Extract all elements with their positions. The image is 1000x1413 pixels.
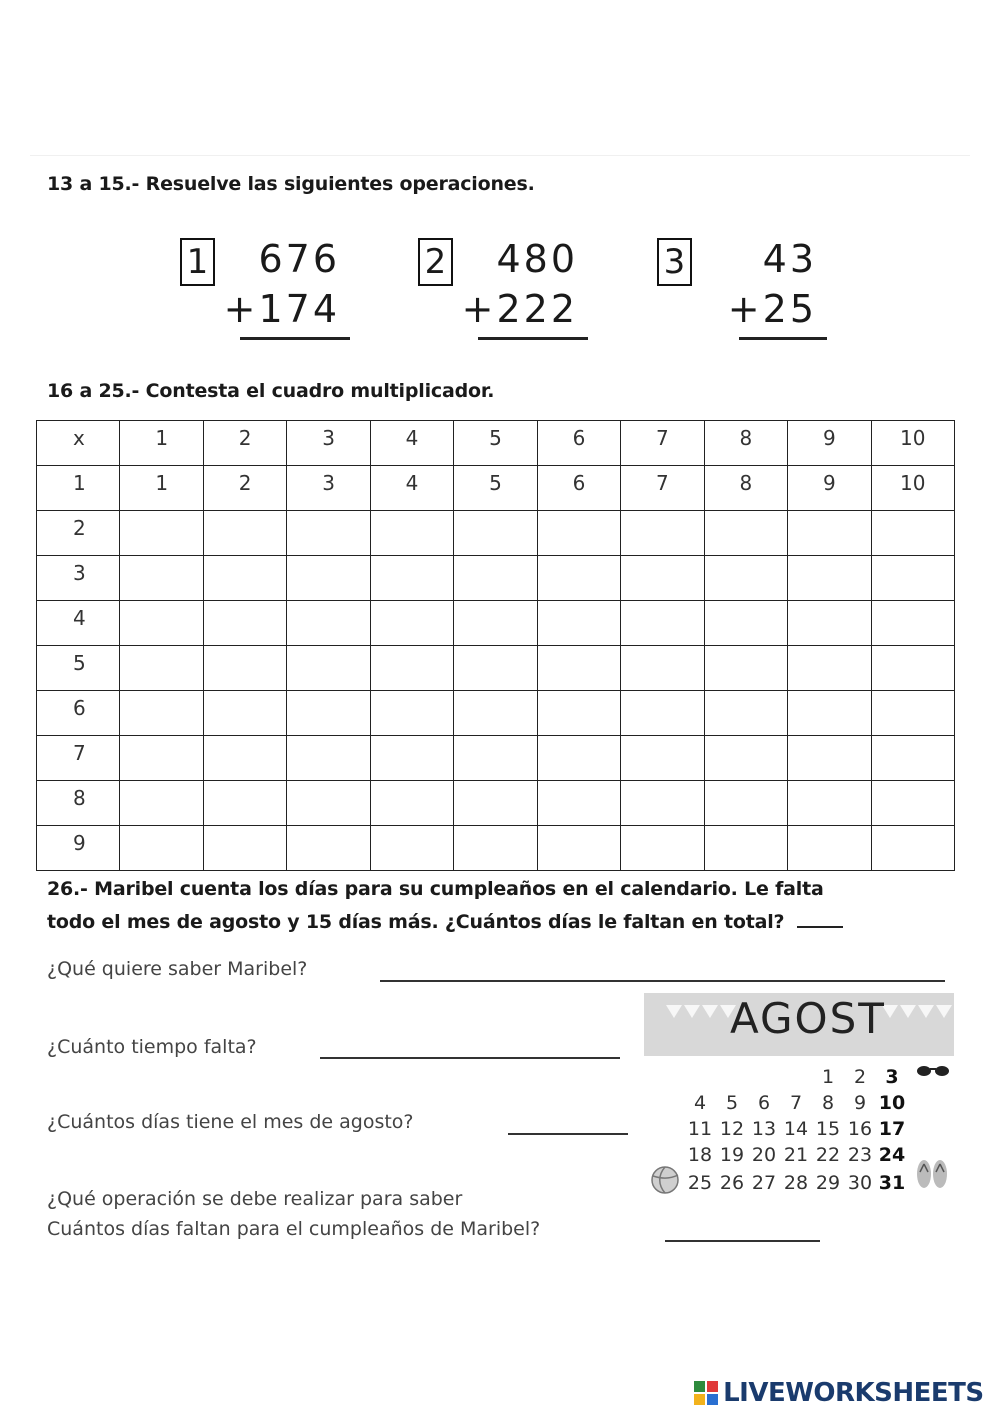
beach-ball-icon — [650, 1165, 680, 1195]
row-label-cell: 4 — [37, 601, 120, 646]
problem-line-1: 26.- Maribel cuenta los días para su cumpleaños en el calendario. Le falta — [47, 878, 824, 900]
table-cell[interactable] — [621, 691, 704, 736]
calendar-day: 10 — [878, 1092, 906, 1114]
table-cell[interactable] — [120, 691, 203, 736]
row-label-cell: x — [37, 421, 120, 466]
problem-line-2 — [47, 906, 937, 939]
calendar-day: 30 — [847, 1172, 873, 1194]
table-cell: 4 — [370, 421, 453, 466]
answer-line-operation[interactable] — [665, 1240, 820, 1242]
table-cell[interactable] — [120, 511, 203, 556]
table-cell[interactable] — [621, 556, 704, 601]
answer-line-time-left[interactable] — [320, 1057, 620, 1059]
table-cell[interactable] — [704, 781, 787, 826]
table-cell[interactable] — [454, 556, 537, 601]
table-cell: 6 — [537, 421, 620, 466]
table-cell[interactable] — [287, 511, 370, 556]
table-cell[interactable] — [287, 691, 370, 736]
row-label-cell: 2 — [37, 511, 120, 556]
table-row — [37, 736, 955, 781]
table-cell: 5 — [454, 421, 537, 466]
row-label-cell: 6 — [37, 691, 120, 736]
table-row — [37, 511, 955, 556]
question-operation-line1: ¿Qué operación se debe realizar para saber — [47, 1188, 463, 1210]
pennant-flag — [702, 1005, 718, 1018]
operation-2 — [418, 233, 588, 343]
table-cell[interactable] — [621, 646, 704, 691]
total-answer-blank[interactable] — [797, 910, 843, 928]
calendar-day: 21 — [783, 1144, 809, 1166]
operation-bar — [240, 337, 350, 340]
section1-heading: 13 a 15.- Resuelve las siguientes operaciones. — [47, 173, 535, 195]
table-cell[interactable] — [454, 646, 537, 691]
table-cell[interactable] — [788, 826, 871, 871]
table-cell[interactable] — [287, 601, 370, 646]
table-cell[interactable] — [871, 646, 954, 691]
table-cell[interactable] — [704, 826, 787, 871]
table-cell[interactable] — [120, 601, 203, 646]
calendar-day: 18 — [687, 1144, 713, 1166]
pennant-flag — [900, 1005, 916, 1018]
table-cell[interactable] — [370, 511, 453, 556]
table-cell: 3 — [287, 421, 370, 466]
calendar-day: 17 — [878, 1118, 906, 1140]
table-cell[interactable] — [370, 601, 453, 646]
table-cell[interactable] — [287, 826, 370, 871]
table-cell[interactable] — [370, 646, 453, 691]
table-cell[interactable] — [704, 556, 787, 601]
table-cell[interactable] — [704, 736, 787, 781]
question-operation-line2: Cuántos días faltan para el cumpleaños de Maribel? — [47, 1218, 541, 1240]
table-cell[interactable] — [454, 511, 537, 556]
table-cell: 5 — [454, 466, 537, 511]
calendar-day: 4 — [693, 1092, 707, 1114]
calendar-day: 9 — [853, 1092, 867, 1114]
table-cell[interactable] — [203, 826, 286, 871]
table-cell[interactable] — [537, 646, 620, 691]
question-time-left: ¿Cuánto tiempo falta? — [47, 1036, 257, 1058]
table-row — [37, 781, 955, 826]
answer-line-august-days[interactable] — [508, 1133, 628, 1135]
calendar-day: 15 — [815, 1118, 841, 1140]
calendar-day: 6 — [757, 1092, 771, 1114]
table-cell[interactable] — [370, 781, 453, 826]
table-cell[interactable] — [203, 691, 286, 736]
table-row — [37, 826, 955, 871]
table-cell[interactable] — [454, 601, 537, 646]
calendar-day: 2 — [853, 1066, 867, 1088]
table-cell[interactable] — [871, 601, 954, 646]
calendar-day: 22 — [815, 1144, 841, 1166]
table-cell[interactable] — [203, 556, 286, 601]
table-row — [37, 601, 955, 646]
table-cell[interactable] — [788, 511, 871, 556]
table-cell: 2 — [203, 421, 286, 466]
operation-3 — [657, 233, 827, 343]
table-cell[interactable] — [871, 511, 954, 556]
table-row — [37, 691, 955, 736]
calendar-day: 28 — [783, 1172, 809, 1194]
operation-top: 43 — [762, 237, 817, 281]
table-cell[interactable] — [621, 826, 704, 871]
table-cell[interactable] — [370, 556, 453, 601]
table-cell[interactable] — [871, 736, 954, 781]
calendar-title: AGOST — [730, 994, 886, 1043]
brand-mark-icon — [694, 1381, 718, 1405]
table-cell[interactable] — [454, 781, 537, 826]
table-cell: 8 — [704, 466, 787, 511]
liveworksheets-logo — [694, 1378, 984, 1408]
table-cell[interactable] — [621, 736, 704, 781]
pennant-flag — [936, 1005, 952, 1018]
operation-bottom: +222 — [461, 287, 578, 331]
operation-number: 1 — [180, 238, 215, 286]
table-cell[interactable] — [788, 781, 871, 826]
table-cell: 7 — [621, 466, 704, 511]
calendar-day: 20 — [751, 1144, 777, 1166]
operation-bar — [739, 337, 827, 340]
calendar-day: 8 — [821, 1092, 835, 1114]
table-cell[interactable] — [454, 826, 537, 871]
table-cell[interactable] — [704, 511, 787, 556]
row-label-cell: 9 — [37, 826, 120, 871]
table-cell[interactable] — [788, 646, 871, 691]
table-cell[interactable] — [704, 601, 787, 646]
calendar-day: 23 — [847, 1144, 873, 1166]
calendar-day: 25 — [687, 1172, 713, 1194]
calendar-day: 29 — [815, 1172, 841, 1194]
table-cell[interactable] — [370, 826, 453, 871]
operation-number: 3 — [657, 238, 692, 286]
table-cell: 1 — [120, 466, 203, 511]
operation-top: 480 — [496, 237, 578, 281]
sunglasses-icon — [916, 1062, 950, 1078]
question-what-wants: ¿Qué quiere saber Maribel? — [47, 958, 308, 980]
calendar-day: 26 — [719, 1172, 745, 1194]
table-cell: 9 — [788, 421, 871, 466]
table-cell[interactable] — [287, 736, 370, 781]
table-cell: 2 — [203, 466, 286, 511]
table-cell[interactable] — [788, 736, 871, 781]
table-cell[interactable] — [621, 511, 704, 556]
row-label-cell: 1 — [37, 466, 120, 511]
table-cell[interactable] — [537, 556, 620, 601]
table-cell[interactable] — [537, 691, 620, 736]
table-cell[interactable] — [537, 601, 620, 646]
operation-bottom: +174 — [223, 287, 340, 331]
table-cell[interactable] — [537, 511, 620, 556]
table-cell[interactable] — [120, 736, 203, 781]
table-cell[interactable] — [120, 826, 203, 871]
operation-bottom: +25 — [727, 287, 817, 331]
table-header-row — [37, 421, 955, 466]
flip-flops-icon — [914, 1158, 950, 1190]
table-cell[interactable] — [704, 646, 787, 691]
table-cell[interactable] — [621, 781, 704, 826]
answer-line-what-wants[interactable] — [380, 980, 945, 982]
problem-line-2-text: todo el mes de agosto y 15 días más. ¿Cuántos días le faltan en total? — [47, 911, 785, 933]
table-cell: 10 — [871, 466, 954, 511]
calendar-day: 16 — [847, 1118, 873, 1140]
table-cell: 10 — [871, 421, 954, 466]
table-cell[interactable] — [120, 556, 203, 601]
calendar-day: 7 — [789, 1092, 803, 1114]
table-cell: 6 — [537, 466, 620, 511]
calendar-day: 27 — [751, 1172, 777, 1194]
calendar-day: 14 — [783, 1118, 809, 1140]
row-label-cell: 8 — [37, 781, 120, 826]
table-cell[interactable] — [788, 691, 871, 736]
table-cell[interactable] — [203, 646, 286, 691]
table-cell[interactable] — [871, 781, 954, 826]
word-problem — [47, 873, 937, 939]
table-cell[interactable] — [871, 556, 954, 601]
calendar-day: 3 — [885, 1066, 899, 1088]
table-cell[interactable] — [621, 601, 704, 646]
pennant-flag — [918, 1005, 934, 1018]
table-cell[interactable] — [287, 781, 370, 826]
table-cell: 1 — [120, 421, 203, 466]
calendar-day: 1 — [821, 1066, 835, 1088]
table-cell: 7 — [621, 421, 704, 466]
section2-heading: 16 a 25.- Contesta el cuadro multiplicador. — [47, 380, 495, 402]
table-cell[interactable] — [203, 511, 286, 556]
table-cell[interactable] — [871, 691, 954, 736]
table-cell[interactable] — [120, 781, 203, 826]
pennant-flag — [666, 1005, 682, 1018]
table-cell[interactable] — [370, 736, 453, 781]
table-cell: 4 — [370, 466, 453, 511]
operation-bar — [478, 337, 588, 340]
table-cell[interactable] — [203, 781, 286, 826]
table-cell: 8 — [704, 421, 787, 466]
table-cell[interactable] — [537, 736, 620, 781]
operation-number: 2 — [418, 238, 453, 286]
calendar-day: 12 — [719, 1118, 745, 1140]
row-label-cell: 3 — [37, 556, 120, 601]
top-divider — [30, 155, 970, 156]
table-cell[interactable] — [537, 781, 620, 826]
table-cell[interactable] — [203, 736, 286, 781]
calendar-day: 31 — [878, 1172, 906, 1194]
table-cell[interactable] — [203, 601, 286, 646]
table-cell: 3 — [287, 466, 370, 511]
table-cell[interactable] — [370, 691, 453, 736]
table-cell[interactable] — [788, 556, 871, 601]
row-label-cell: 7 — [37, 736, 120, 781]
table-cell[interactable] — [454, 691, 537, 736]
table-cell[interactable] — [287, 646, 370, 691]
table-row — [37, 556, 955, 601]
brand-name: LIVEWORKSHEETS — [723, 1378, 984, 1408]
table-cell[interactable] — [704, 691, 787, 736]
table-cell[interactable] — [120, 646, 203, 691]
table-cell[interactable] — [788, 601, 871, 646]
table-cell[interactable] — [537, 826, 620, 871]
question-august-days: ¿Cuántos días tiene el mes de agosto? — [47, 1111, 414, 1133]
calendar-day: 5 — [725, 1092, 739, 1114]
table-cell[interactable] — [454, 736, 537, 781]
pennant-flag — [684, 1005, 700, 1018]
calendar-day: 13 — [751, 1118, 777, 1140]
table-cell[interactable] — [287, 556, 370, 601]
table-cell[interactable] — [871, 826, 954, 871]
table-row — [37, 646, 955, 691]
calendar-day: 19 — [719, 1144, 745, 1166]
table-cell: 9 — [788, 466, 871, 511]
table-row — [37, 466, 955, 511]
operation-1 — [180, 233, 350, 343]
calendar-day: 11 — [687, 1118, 713, 1140]
multiplication-table — [36, 420, 955, 871]
calendar-day: 24 — [878, 1144, 906, 1166]
row-label-cell: 5 — [37, 646, 120, 691]
operation-top: 676 — [258, 237, 340, 281]
